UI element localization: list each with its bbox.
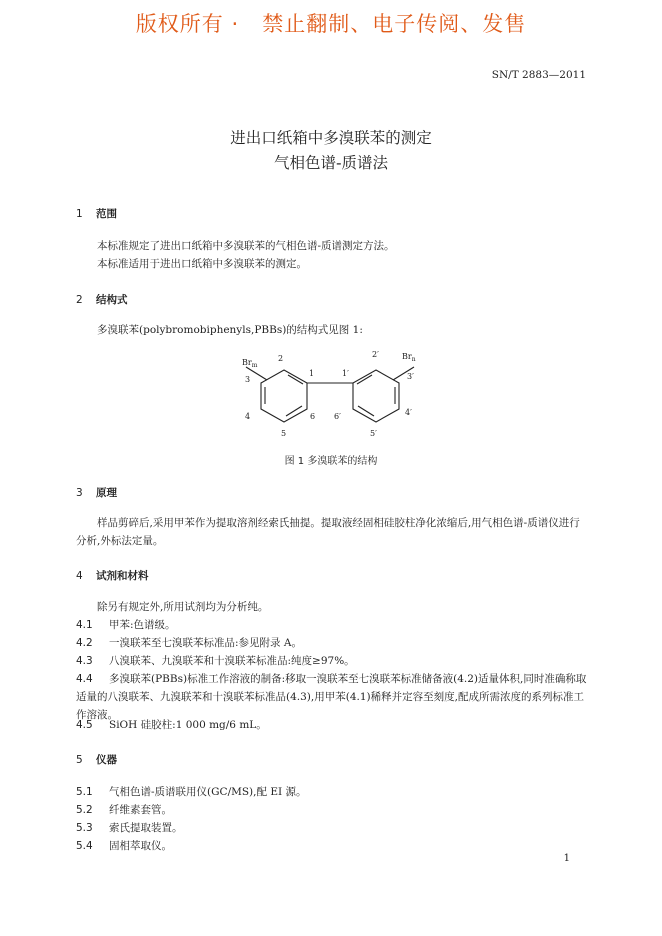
atom-label: 3 [245, 375, 251, 384]
item-text: 甲苯:色谱级。 [109, 619, 176, 631]
section-number: 3 [76, 487, 83, 499]
document-title: 进出口纸箱中多溴联苯的测定 [230, 129, 432, 147]
page-number: 1 [563, 853, 570, 864]
list-item [76, 616, 587, 634]
section-title: 范围 [96, 208, 117, 220]
item-number: 4.3 [76, 655, 93, 667]
list-item [76, 634, 587, 652]
item-number: 5.1 [76, 786, 93, 798]
bromine-label: $Br_n$ [402, 352, 416, 363]
atom-label: 4 [245, 412, 251, 421]
atom-label: 4′ [405, 408, 412, 417]
section-5-heading [76, 752, 117, 767]
left-benzene-ring [246, 367, 307, 422]
atom-label: 1 [309, 369, 315, 378]
section-title: 结构式 [96, 294, 128, 306]
section-1-heading [76, 206, 117, 221]
item-text: 一溴联苯至七溴联苯标准品:参见附录 A。 [109, 637, 302, 649]
section-2-para-1: 多溴联苯(polybromobiphenyls,PBBs)的结构式见图 1: [97, 324, 363, 336]
bromine-label: $Br_m$ [242, 358, 258, 369]
item-text: 纤维素套管。 [109, 804, 172, 816]
item-text: SiOH 硅胶柱:1 000 mg/6 mL。 [109, 719, 267, 731]
list-item [76, 716, 587, 734]
item-text: 八溴联苯、九溴联苯和十溴联苯标准品:纯度≥97%。 [109, 655, 355, 667]
left-ring-labels [242, 354, 315, 438]
atom-label: 6′ [334, 412, 341, 421]
item-number: 5.3 [76, 822, 93, 834]
atom-label: 5′ [370, 429, 377, 438]
section-4-heading [76, 568, 149, 583]
list-item [76, 837, 587, 855]
standard-code: SN/T 2883—2011 [491, 69, 586, 81]
item-number: 4.1 [76, 619, 93, 631]
list-item [76, 652, 587, 670]
atom-label: 2 [278, 354, 284, 363]
section-number: 1 [76, 208, 83, 220]
atom-label: 5 [281, 429, 287, 438]
item-number: 4.5 [76, 719, 93, 731]
atom-label: 6 [310, 412, 316, 421]
atom-label: 3′ [407, 372, 414, 381]
section-2-heading [76, 292, 128, 307]
list-item [76, 801, 587, 819]
item-number: 4.4 [76, 673, 93, 685]
item-number: 4.2 [76, 637, 93, 649]
section-title: 原理 [96, 487, 117, 499]
section-number: 2 [76, 294, 83, 306]
item-text: 索氏提取装置。 [109, 822, 183, 834]
item-text: 气相色谱-质谱联用仪(GC/MS),配 EI 源。 [109, 786, 307, 798]
list-item [76, 819, 587, 837]
section-3-para-1: 样品剪碎后,采用甲苯作为提取溶剂经索氏抽提。提取液经固相硅胶柱净化浓缩后,用气相色谱-质谱仪进行分析,外标法定量。 [76, 517, 580, 547]
atom-label: 2′ [372, 350, 379, 359]
section-number: 5 [76, 754, 83, 766]
copyright-banner: 版权所有 · 禁止翻制、电子传阅、发售 [135, 12, 527, 36]
item-number: 5.4 [76, 840, 93, 852]
item-number: 5.2 [76, 804, 93, 816]
figure-caption: 图 1 多溴联苯的结构 [284, 456, 378, 467]
section-title: 试剂和材料 [96, 570, 149, 582]
item-text: 多溴联苯(PBBs)标准工作溶液的制备:移取一溴联苯至七溴联苯标准储备液(4.2)适量体积,同时准确称取适量的八溴联苯、九溴联苯和十溴联苯标准品(4.3),用甲苯(4.1)稀释并定容至刻度,配成所需浓度的系列标准工作溶液。 [76, 673, 587, 721]
pbb-structure-figure [230, 346, 430, 446]
document-subtitle: 气相色谱-质谱法 [273, 154, 389, 172]
right-ring-labels [334, 350, 416, 438]
section-number: 4 [76, 570, 83, 582]
section-3-heading [76, 485, 117, 500]
list-item [76, 783, 587, 801]
section-1-para-1: 本标准规定了进出口纸箱中多溴联苯的气相色谱-质谱测定方法。 [97, 240, 395, 252]
item-text: 固相萃取仪。 [109, 840, 172, 852]
section-1-para-2: 本标准适用于进出口纸箱中多溴联苯的测定。 [97, 258, 307, 270]
atom-label: 1′ [342, 369, 349, 378]
section-4-intro: 除另有规定外,所用试剂均为分析纯。 [97, 601, 269, 613]
section-title: 仪器 [96, 754, 117, 766]
